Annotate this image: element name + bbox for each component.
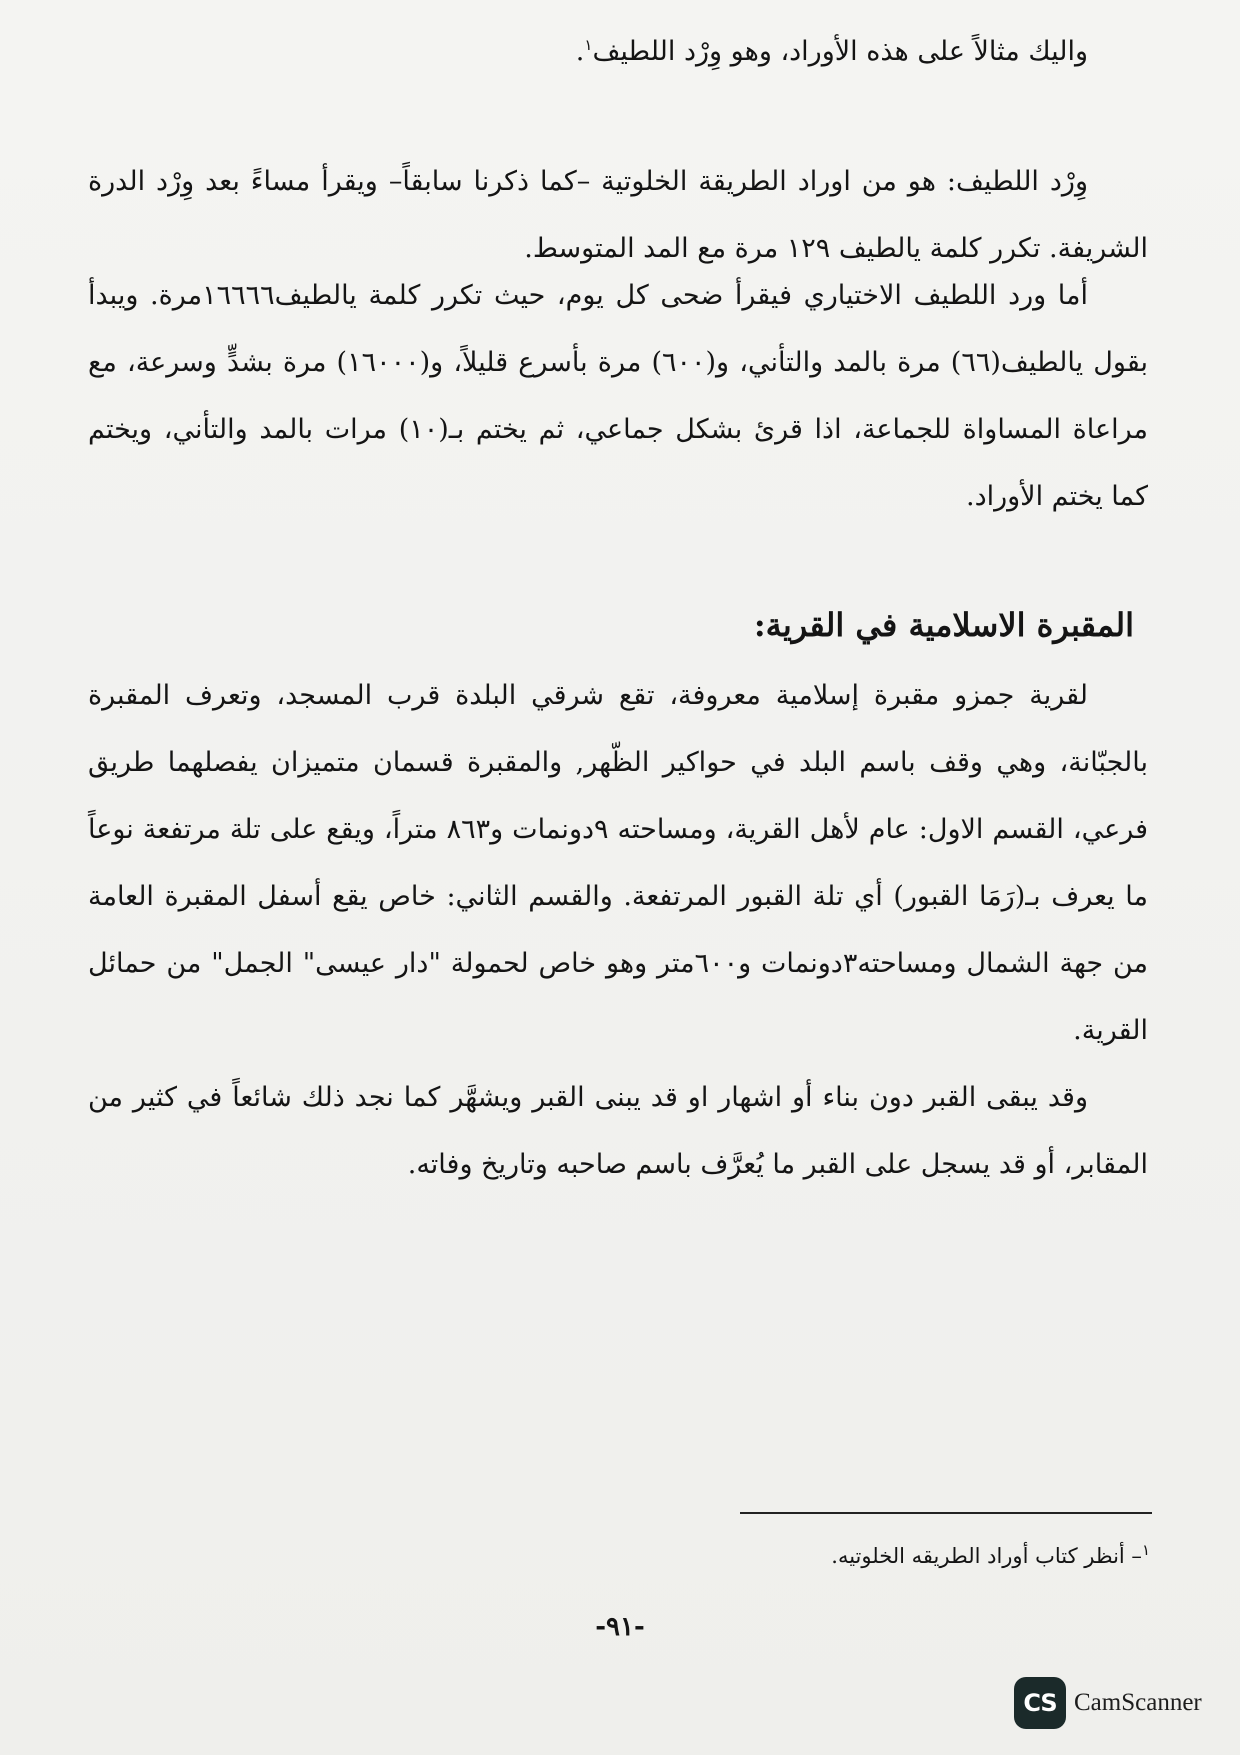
- footnote-text: – أنظر كتاب أوراد الطريقه الخلوتيه.: [831, 1544, 1142, 1568]
- footnote-divider: [740, 1512, 1152, 1514]
- cemetery-paragraph: [88, 662, 1148, 1064]
- intro-text: واليك مثالاً على هذه الأوراد، وهو وِرْد اللطيف: [592, 36, 1088, 67]
- paragraph: أما ورد اللطيف الاختياري فيقرأ ضحى كل يوم، حيث تكرر كلمة يالطيف١٦٦٦٦مرة. ويبدأ بقول يالطيف(٦٦) مرة بالمد والتأني، و(٦٠٠) مرة بأسرع قليلاً، و(١٦٠٠٠) مرة بشدٍّ وسرعة، مع مراعاة المساواة للجماعة، اذا قرئ بشكل جماعي، ثم يختم بـ(١٠) مرات بالمد والتأني، ويختم كما يختم الأوراد.: [88, 280, 1148, 512]
- footnote-marker: ١: [1141, 1541, 1150, 1559]
- section-heading: المقبرة الاسلامية في القرية:: [753, 606, 1134, 644]
- paragraph: وقد يبقى القبر دون بناء أو اشهار او قد يبنى القبر ويشهَّر كما نجد ذلك شائعاً في كثير من المقابر، أو قد يسجل على القبر ما يُعرَّف باسم صاحبه وتاريخ وفاته.: [88, 1082, 1148, 1180]
- ikhtiyari-paragraph: [88, 262, 1148, 530]
- camscanner-logo-icon: CS: [1014, 1677, 1066, 1729]
- page-number: -٩١-: [595, 1612, 645, 1642]
- camscanner-name: CamScanner: [1074, 1689, 1202, 1716]
- footnote-reference: ١: [584, 36, 593, 54]
- paragraph: وِرْد اللطيف: هو من اوراد الطريقة الخلوتية –كما ذكرنا سابقاً– ويقرأ مساءً بعد وِرْد الدرة الشريفة. تكرر كلمة يالطيف ١٢٩ مرة مع المد المتوسط.: [88, 166, 1148, 264]
- grave-paragraph: [88, 1064, 1148, 1198]
- paragraph: لقرية جمزو مقبرة إسلامية معروفة، تقع شرقي البلدة قرب المسجد، وتعرف المقبرة بالجبّانة، وهي وقف باسم البلد في حواكير الظّهر, والمقبرة قسمان متميزان يفصلهما طريق فرعي، القسم الاول: عام لأهل القرية، ومساحته ٩دونمات و٨٦٣ متراً، ويقع على تلة مرتفعة نوعاً ما يعرف بـ(رَمَا القبور) أي تلة القبور المرتفعة. والقسم الثاني: خاص يقع أسفل المقبرة العامة من جهة الشمال ومساحته٣دونمات و٦٠٠متر وهو خاص لحمولة "دار عيسى" الجمل" من حمائل القرية.: [88, 680, 1149, 1046]
- intro-line: واليك مثالاً على هذه الأوراد، وهو وِرْد اللطيف$^١$.: [575, 36, 1088, 67]
- camscanner-watermark: [1014, 1676, 1202, 1730]
- footnote: [600, 1541, 1150, 1568]
